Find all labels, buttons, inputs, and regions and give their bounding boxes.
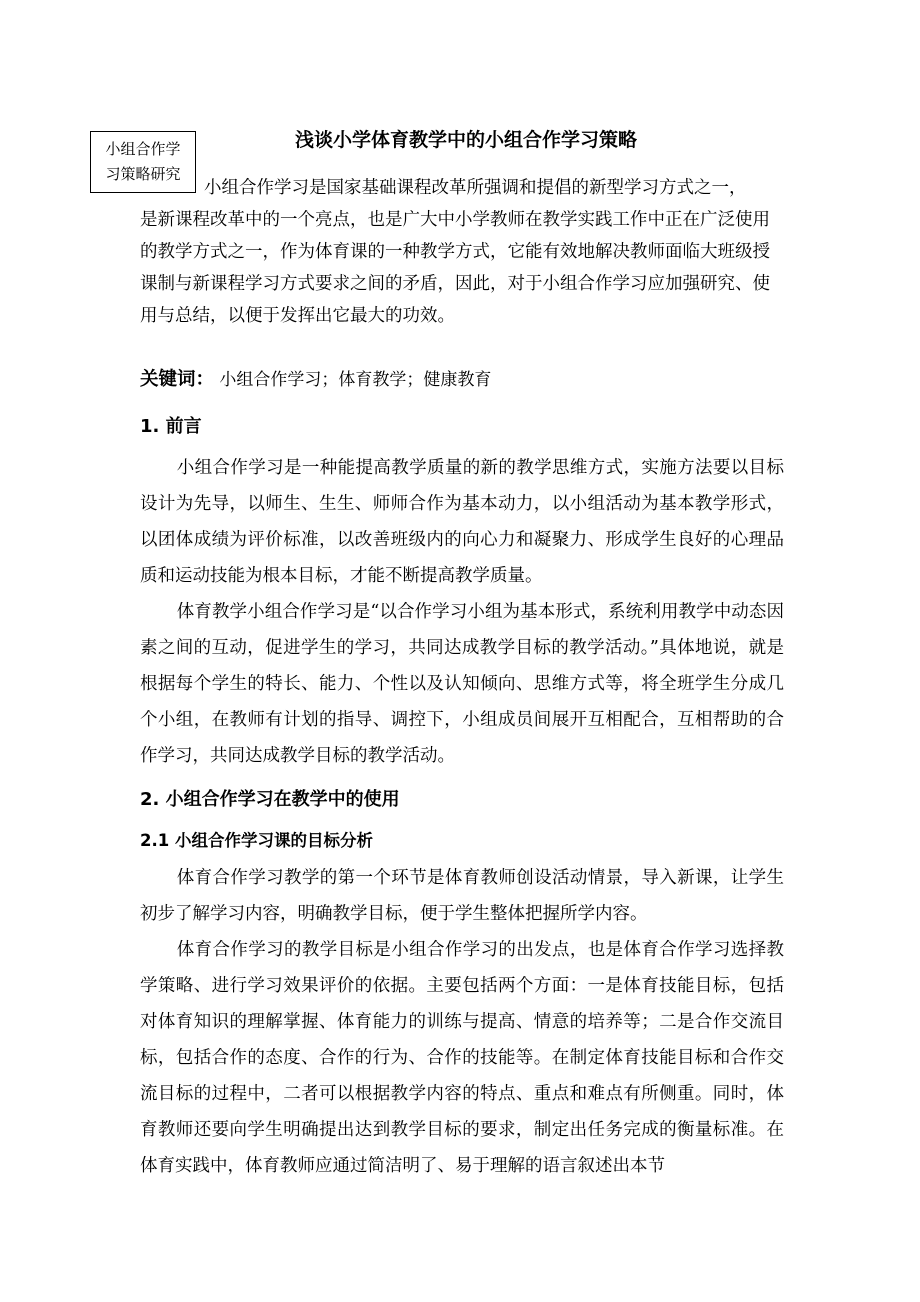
abstract-first-line: 小组合作学习是国家基础课程改革所强调和提倡的新型学习方式之一， [204, 178, 747, 198]
section-2-heading: 2. 小组合作学习在教学中的使用 [140, 789, 400, 810]
abstract [140, 172, 784, 332]
keywords-text: 小组合作学习；体育教学；健康教育 [219, 370, 492, 390]
topic-tag-line-2: 习策略研究 [105, 165, 181, 183]
section-2-1-heading: 2.1 小组合作学习课的目标分析 [140, 831, 373, 850]
topic-tag-line-1: 小组合作学 [105, 140, 181, 158]
abstract-body: 是新课程改革中的一个亮点，也是广大中小学教师在教学实践工作中正在广泛使用的教学方式之一，作为体育课的一种教学方式，它能有效地解决教师面临大班级授课制与新课程学习方式要求之间的矛盾，因此，对于小组合作学习应加强研究、使用与总结，以便于发挥出它最大的功效。 [140, 210, 770, 326]
section-2-1-paragraph-1: 体育合作学习教学的第一个环节是体育教师创设活动情景，导入新课，让学生初步了解学习内容，明确教学目标，便于学生整体把握所学内容。 [140, 868, 784, 924]
section-1-paragraph-2: 体育教学小组合作学习是“以合作学习小组为基本形式，系统利用教学中动态因素之间的互动，促进学生的学习，共同达成教学目标的教学活动。”具体地说，就是根据每个学生的特长、能力、个性以及认知倾向、思维方式等，将全班学生分成几个小组，在教师有计划的指导、调控下，小组成员间展开互相配合，互相帮助的合作学习，共同达成教学目标的教学活动。 [140, 602, 784, 766]
section-1-heading: 1. 前言 [140, 416, 202, 437]
section-1-paragraph-1: 小组合作学习是一种能提高教学质量的新的教学思维方式，实施方法要以目标设计为先导，以师生、生生、师师合作为基本动力，以小组活动为基本教学形式，以团体成绩为评价标准，以改善班级内的向心力和凝聚力、形成学生良好的心理品质和运动技能为根本目标，才能不断提高教学质量。 [140, 458, 784, 586]
keywords-label: 关键词： [140, 369, 215, 390]
section-2-1-paragraph-2: 体育合作学习的教学目标是小组合作学习的出发点，也是体育合作学习选择教学策略、进行学习效果评价的依据。主要包括两个方面：一是体育技能目标，包括对体育知识的理解掌握、体育能力的训练与提高、情意的培养等；二是合作交流目标，包括合作的态度、合作的行为、合作的技能等。在制定体育技能目标和合作交流目标的过程中，二者可以根据教学内容的特点、重点和难点有所侧重。同时，体育教师还要向学生明确提出达到教学目标的要求，制定出任务完成的衡量标准。在体育实践中，体育教师应通过简洁明了、易于理解的语言叙述出本节 [140, 940, 784, 1176]
document-title: 浅谈小学体育教学中的小组合作学习策略 [294, 129, 637, 151]
keywords [140, 366, 790, 394]
